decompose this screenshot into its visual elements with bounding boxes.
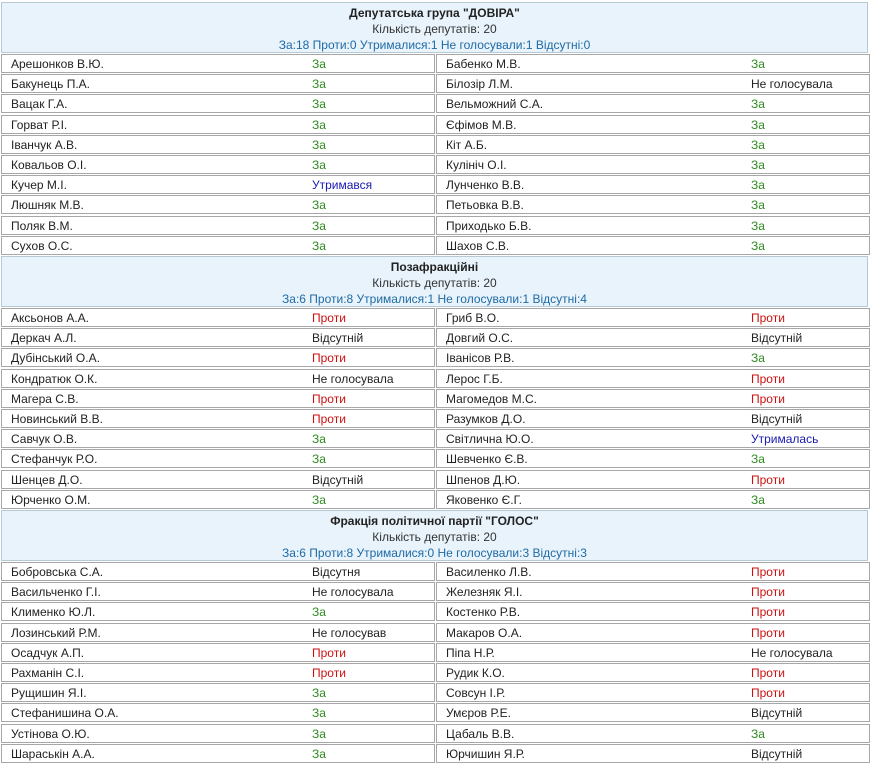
deputy-vote: За: [312, 138, 326, 152]
deputy-vote: Проти: [751, 372, 785, 386]
deputy-row: [436, 328, 870, 347]
deputy-row: [436, 490, 870, 509]
deputy-name: Світлична Ю.О.: [446, 432, 534, 446]
deputy-vote: За: [312, 432, 326, 446]
deputy-row: [436, 582, 870, 601]
deputy-name: Приходько Б.В.: [446, 219, 532, 233]
deputy-name: Петьовка В.В.: [446, 198, 524, 212]
deputy-vote: Не голосувала: [751, 77, 833, 91]
deputy-row: [1, 623, 435, 642]
deputy-row: [1, 724, 435, 743]
deputy-vote: Проти: [751, 392, 785, 406]
deputy-name: Кучер М.І.: [11, 178, 67, 192]
deputy-row: [436, 369, 870, 388]
deputy-name: Вельможний С.А.: [446, 97, 544, 111]
deputy-vote: Не голосувала: [751, 646, 833, 660]
deputy-row: [1, 683, 435, 702]
deputy-name: Савчук О.В.: [11, 432, 78, 446]
group-deputy-count: Кількість депутатів: 20: [372, 276, 497, 290]
group-vote-summary: За:6 Проти:8 Утрималися:1 Не голосували:1 Відсутні:4: [282, 292, 587, 306]
deputy-row: [436, 74, 870, 93]
deputy-name: Василенко Л.В.: [446, 565, 532, 579]
deputy-name: Железняк Я.І.: [446, 585, 523, 599]
deputy-vote: Утримався: [312, 178, 373, 192]
deputy-row: [436, 643, 870, 662]
deputy-row: [1, 582, 435, 601]
deputy-row: [436, 449, 870, 468]
deputy-vote: За: [312, 605, 326, 619]
deputy-name: Рудик К.О.: [446, 666, 505, 680]
deputy-vote: Проти: [751, 473, 785, 487]
deputy-name: Єфімов М.В.: [446, 118, 517, 132]
deputy-row: [1, 308, 435, 327]
deputy-row: [1, 429, 435, 448]
deputy-vote: Проти: [312, 351, 346, 365]
deputy-row: [1, 602, 435, 621]
deputy-name: Умєров Р.Е.: [446, 706, 511, 720]
deputy-row: [1, 236, 435, 255]
deputy-row: [1, 562, 435, 581]
deputy-vote: За: [751, 97, 765, 111]
deputy-name: Білозір Л.М.: [446, 77, 513, 91]
deputy-name: Довгий О.С.: [446, 331, 514, 345]
deputy-row: [436, 348, 870, 367]
deputy-name: Юрченко О.М.: [11, 493, 91, 507]
deputy-row: [1, 744, 435, 763]
deputy-row: [436, 703, 870, 722]
deputy-vote: За: [312, 727, 326, 741]
deputy-row: [1, 409, 435, 428]
group-vote-summary: За:6 Проти:8 Утрималися:0 Не голосували:3 Відсутні:3: [282, 546, 587, 560]
deputy-row: [1, 115, 435, 134]
deputy-vote: Проти: [312, 412, 346, 426]
deputy-vote: За: [751, 198, 765, 212]
group-title: Позафракційні: [390, 260, 479, 274]
deputy-name: Магомедов М.С.: [446, 392, 537, 406]
deputy-vote: За: [751, 452, 765, 466]
deputy-row: [436, 216, 870, 235]
deputy-row: [436, 744, 870, 763]
deputy-vote: Відсутній: [751, 706, 803, 720]
deputy-vote: За: [312, 219, 326, 233]
group-title: Депутатська група "ДОВІРА": [349, 6, 520, 20]
deputy-row: [436, 155, 870, 174]
deputy-row: [1, 703, 435, 722]
deputy-vote: За: [312, 198, 326, 212]
deputy-name: Шпенов Д.Ю.: [446, 473, 521, 487]
deputy-name: Яковенко Є.Г.: [446, 493, 522, 507]
deputy-name: Арешонков В.Ю.: [11, 57, 104, 71]
deputy-row: [436, 236, 870, 255]
group-header: [1, 256, 868, 307]
deputy-name: Устінова О.Ю.: [11, 727, 90, 741]
deputy-row: [436, 389, 870, 408]
deputy-vote: За: [312, 686, 326, 700]
deputy-name: Шевченко Є.В.: [446, 452, 528, 466]
deputy-vote: Не голосувала: [312, 585, 394, 599]
deputy-name: Лозинський Р.М.: [11, 626, 101, 640]
deputy-vote: Проти: [751, 626, 785, 640]
deputy-row: [1, 490, 435, 509]
deputy-row: [436, 94, 870, 113]
deputy-name: Поляк В.М.: [11, 219, 73, 233]
deputy-name: Макаров О.А.: [446, 626, 523, 640]
deputy-vote: Проти: [312, 666, 346, 680]
deputy-vote: Відсутній: [312, 331, 364, 345]
deputy-vote: За: [751, 158, 765, 172]
deputy-name: Люшняк М.В.: [11, 198, 84, 212]
deputy-name: Деркач А.Л.: [11, 331, 77, 345]
deputy-vote: Відсутній: [751, 747, 803, 761]
deputy-row: [1, 470, 435, 489]
deputy-row: [1, 449, 435, 468]
deputy-row: [436, 724, 870, 743]
deputy-vote: За: [312, 239, 326, 253]
deputy-vote: За: [751, 118, 765, 132]
group-deputy-count: Кількість депутатів: 20: [372, 530, 497, 544]
deputy-name: Васильченко Г.І.: [11, 585, 101, 599]
deputy-row: [436, 195, 870, 214]
deputy-row: [436, 429, 870, 448]
deputy-vote: Відсутня: [312, 565, 361, 579]
deputy-vote: За: [312, 452, 326, 466]
deputy-name: Разумков Д.О.: [446, 412, 526, 426]
deputy-vote: За: [312, 77, 326, 91]
deputy-vote: Не голосувала: [312, 372, 394, 386]
group-title: Фракція політичної партії "ГОЛОС": [330, 514, 539, 528]
group-header: [1, 2, 868, 53]
deputy-row: [1, 643, 435, 662]
deputy-name: Ковальов О.І.: [11, 158, 87, 172]
deputy-name: Осадчук А.П.: [11, 646, 85, 660]
deputy-name: Шенцев Д.О.: [11, 473, 83, 487]
deputy-row: [436, 562, 870, 581]
deputy-vote: За: [751, 351, 765, 365]
deputy-vote: Проти: [751, 585, 785, 599]
deputy-vote: За: [312, 97, 326, 111]
deputy-name: Іванісов Р.В.: [446, 351, 515, 365]
group-vote-summary: За:18 Проти:0 Утрималися:1 Не голосували:1 Відсутні:0: [278, 38, 591, 52]
deputy-name: Кіт А.Б.: [446, 138, 488, 152]
deputy-name: Лерос Г.Б.: [446, 372, 503, 386]
deputy-vote: За: [312, 747, 326, 761]
deputy-row: [1, 389, 435, 408]
deputy-name: Клименко Ю.Л.: [11, 605, 96, 619]
deputy-name: Юрчишин Я.Р.: [446, 747, 525, 761]
deputy-vote: Проти: [751, 666, 785, 680]
deputy-name: Дубінський О.А.: [11, 351, 100, 365]
deputy-row: [1, 175, 435, 194]
deputy-row: [436, 115, 870, 134]
deputy-row: [1, 348, 435, 367]
deputy-vote: Відсутній: [751, 412, 803, 426]
deputy-vote: За: [312, 493, 326, 507]
deputy-row: [1, 54, 435, 73]
deputy-name: Магера С.В.: [11, 392, 79, 406]
deputy-vote: Проти: [751, 605, 785, 619]
deputy-name: Рущишин Я.І.: [11, 686, 87, 700]
deputy-row: [436, 602, 870, 621]
deputy-vote: За: [312, 57, 326, 71]
deputy-row: [1, 74, 435, 93]
deputy-vote: Відсутній: [751, 331, 803, 345]
deputy-row: [436, 175, 870, 194]
deputy-vote: За: [751, 239, 765, 253]
deputy-row: [1, 135, 435, 154]
deputy-vote: Проти: [312, 646, 346, 660]
deputy-name: Совсун І.Р.: [446, 686, 506, 700]
deputy-vote: За: [751, 493, 765, 507]
deputy-vote: Проти: [312, 392, 346, 406]
deputy-row: [436, 409, 870, 428]
group-deputy-count: Кількість депутатів: 20: [372, 22, 497, 36]
deputy-vote: Проти: [751, 311, 785, 325]
deputy-vote: Не голосував: [312, 626, 387, 640]
deputy-vote: За: [751, 57, 765, 71]
deputy-name: Сухов О.С.: [11, 239, 73, 253]
deputy-row: [436, 308, 870, 327]
deputy-name: Новинський В.В.: [11, 412, 103, 426]
deputy-vote: За: [751, 727, 765, 741]
deputy-name: Аксьонов А.А.: [11, 311, 89, 325]
deputy-row: [1, 663, 435, 682]
deputy-name: Цабаль В.В.: [446, 727, 515, 741]
deputy-name: Стефанчук Р.О.: [11, 452, 98, 466]
deputy-name: Бакунець П.А.: [11, 77, 90, 91]
deputy-vote: За: [751, 219, 765, 233]
deputy-name: Піпа Н.Р.: [446, 646, 495, 660]
deputy-name: Бобровська С.А.: [11, 565, 104, 579]
deputy-row: [1, 216, 435, 235]
deputy-row: [1, 195, 435, 214]
deputy-name: Кулініч О.І.: [446, 158, 507, 172]
deputy-row: [1, 369, 435, 388]
deputy-name: Іванчук А.В.: [11, 138, 78, 152]
deputy-name: Стефанишина О.А.: [11, 706, 119, 720]
deputy-name: Лунченко В.В.: [446, 178, 525, 192]
deputy-name: Горват Р.І.: [11, 118, 68, 132]
deputy-vote: За: [312, 158, 326, 172]
deputy-name: Гриб В.О.: [446, 311, 500, 325]
deputy-name: Шахов С.В.: [446, 239, 510, 253]
deputy-row: [1, 94, 435, 113]
deputy-vote: За: [312, 118, 326, 132]
deputy-name: Рахманін С.І.: [11, 666, 85, 680]
deputy-row: [436, 54, 870, 73]
deputy-vote: Відсутній: [312, 473, 364, 487]
deputy-vote: За: [312, 706, 326, 720]
deputy-name: Бабенко М.В.: [446, 57, 521, 71]
deputy-vote: Проти: [312, 311, 346, 325]
deputy-name: Шараськін А.А.: [11, 747, 95, 761]
deputy-vote: Проти: [751, 686, 785, 700]
deputy-row: [1, 155, 435, 174]
deputy-row: [1, 328, 435, 347]
deputy-row: [436, 663, 870, 682]
deputy-row: [436, 135, 870, 154]
deputy-vote: Проти: [751, 565, 785, 579]
deputy-vote: Утрималась: [751, 432, 819, 446]
deputy-row: [436, 623, 870, 642]
group-header: [1, 510, 868, 561]
deputy-vote: За: [751, 178, 765, 192]
deputy-row: [436, 683, 870, 702]
deputy-name: Вацак Г.А.: [11, 97, 68, 111]
deputy-row: [436, 470, 870, 489]
deputy-vote: За: [751, 138, 765, 152]
deputy-name: Кондратюк О.К.: [11, 372, 98, 386]
deputy-name: Костенко Р.В.: [446, 605, 521, 619]
